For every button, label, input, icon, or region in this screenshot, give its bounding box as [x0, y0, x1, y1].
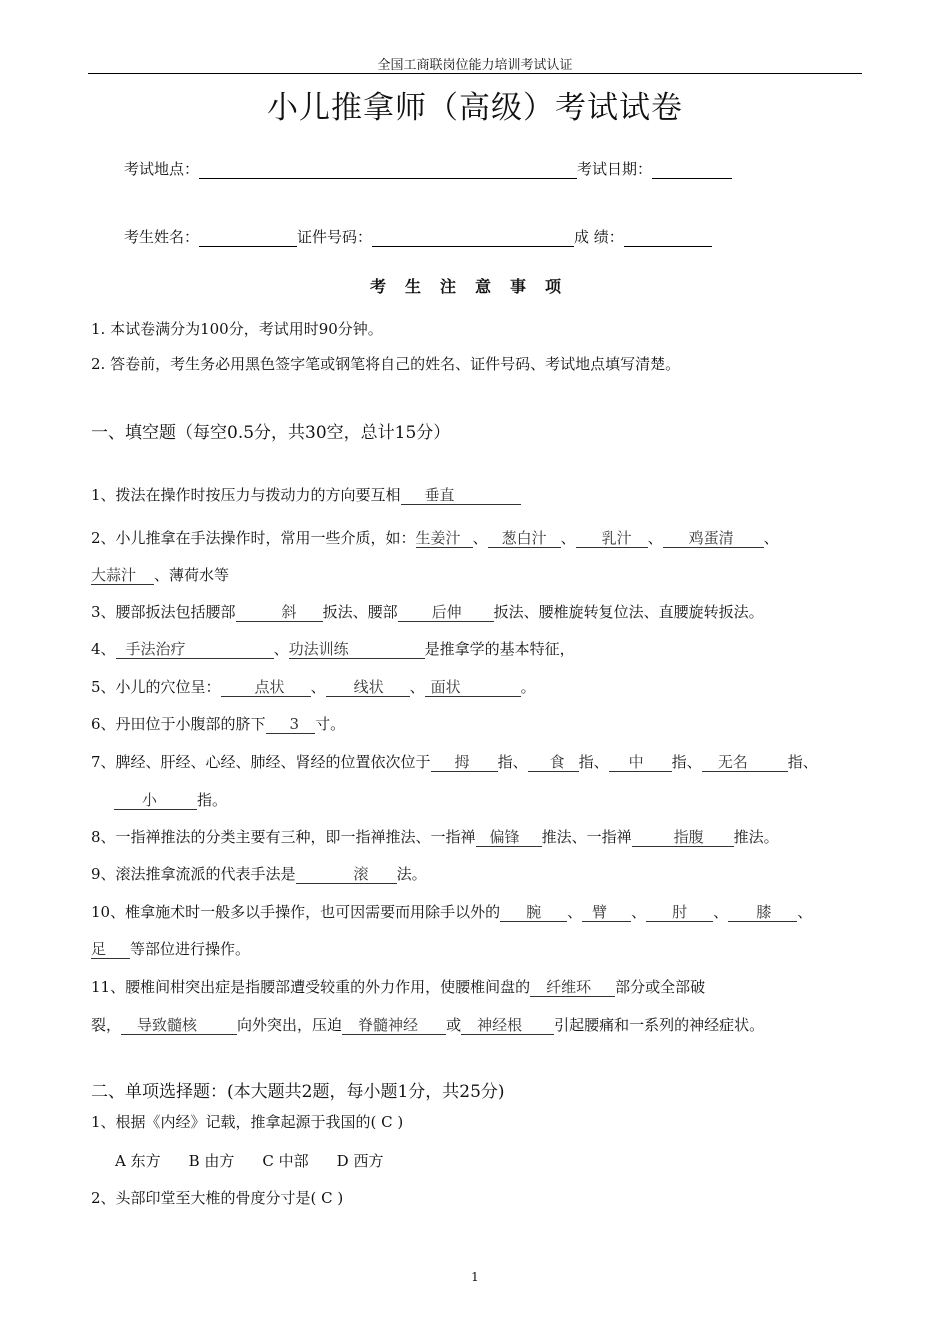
- answer: 指腹: [632, 828, 734, 847]
- header-org: 全国工商联岗位能力培训考试认证: [377, 58, 573, 73]
- option-a[interactable]: A 东方: [115, 1152, 161, 1170]
- section2-heading: 二、单项选择题：(本大题共2题，每小题1分，共25分): [91, 1082, 505, 1102]
- answer: 臂: [582, 903, 631, 922]
- answer: 腕: [500, 903, 567, 922]
- question-1: 1、拨法在操作时按压力与拨动力的方向要互相 垂直: [91, 484, 521, 505]
- mc-question-2: 2、头部印堂至大椎的骨度分寸是( C ): [91, 1189, 344, 1207]
- question-4: 4、 手法治疗 、功法训练 是推拿学的基本特征，: [91, 640, 575, 658]
- id-field[interactable]: [372, 228, 574, 247]
- section1-heading: 一、填空题（每空0.5分，共30空，总计15分）: [91, 423, 451, 443]
- question-5: 5、小儿的穴位呈： 点状 、 线状 、 面状 。: [91, 678, 536, 696]
- answer: 神经根: [461, 1016, 554, 1035]
- answer: 食: [528, 753, 579, 772]
- answer: 点状: [221, 678, 311, 697]
- answer: 滚: [296, 865, 397, 884]
- location-label: 考试地点：: [124, 160, 200, 178]
- answer: 无名: [702, 753, 788, 772]
- date-label: 考试日期：: [577, 160, 653, 178]
- page-title: 小儿推拿师（高级）考试试卷: [267, 90, 683, 126]
- mc-question-1: 1、根据《内经》记载，推拿起源于我国的( C ): [91, 1113, 404, 1131]
- answer: 导致髓核: [121, 1016, 237, 1035]
- id-label: 证件号码：: [297, 228, 373, 246]
- question-10-cont: 足 等部位进行操作。: [91, 940, 251, 958]
- location-field[interactable]: [199, 160, 577, 179]
- date-field[interactable]: [652, 160, 732, 179]
- candidate-row: [124, 226, 712, 247]
- answer: 大蒜汁: [91, 566, 154, 585]
- answer: 垂直: [401, 486, 521, 505]
- answer: 膝: [728, 903, 797, 922]
- notice-item-1: 1. 本试卷满分为100分，考试用时90分钟。: [91, 320, 383, 338]
- notice-item-2: 2. 答卷前，考生务必用黑色签字笔或钢笔将自己的姓名、证件号码、考试地点填写清楚。: [91, 355, 681, 373]
- answer: 3: [266, 715, 316, 734]
- answer: 手法治疗: [116, 640, 274, 659]
- question-11-cont: 裂， 导致髓核 向外突出，压迫 脊髓神经 或 神经根 引起腰痛和一系列的神经症状。: [91, 1016, 765, 1034]
- question-8: 8、一指禅推法的分类主要有三种，即一指禅推法、一指禅 偏锋 推法、一指禅 指腹 推法。: [91, 828, 779, 846]
- question-7-cont: 小 指。: [114, 789, 227, 810]
- option-d[interactable]: D 西方: [336, 1152, 384, 1170]
- name-field[interactable]: [199, 228, 297, 247]
- answer: 偏锋: [476, 828, 542, 847]
- question-2: 2、小儿推拿在手法操作时，常用一些介质，如：生姜汁 、 葱白汁 、 乳汁 、 鸡蛋清 、: [91, 529, 779, 547]
- answer: 面状: [425, 678, 521, 697]
- answer: 足: [91, 940, 130, 959]
- question-11: 11、腰椎间柑突出症是指腰部遭受较重的外力作用，使腰椎间盘的 纤维环 部分或全部破: [91, 978, 706, 996]
- question-7: 7、脾经、肝经、心经、肺经、肾经的位置依次位于 拇 指、 食 指、 中 指、 无名 指、: [91, 753, 818, 771]
- answer: 葱白汁: [488, 529, 561, 548]
- header-rule: [88, 73, 862, 74]
- question-6: 6、丹田位于小腹部的脐下 3 寸。: [91, 715, 346, 733]
- mc-options-1: [115, 1150, 383, 1171]
- name-label: 考生姓名：: [124, 228, 200, 246]
- score-field[interactable]: [624, 228, 712, 247]
- answer: 生姜汁: [416, 529, 473, 548]
- answer: 中: [609, 753, 672, 772]
- answer: 线状: [326, 678, 410, 697]
- question-10: 10、椎拿施术时一般多以手操作，也可因需要而用除手以外的 腕 、 臂 、 肘 、 膝 、: [91, 903, 813, 921]
- notice-heading: 考生注意事项: [369, 277, 580, 296]
- answer: 后伸: [398, 603, 494, 622]
- answer: 斜: [236, 603, 323, 622]
- page-number: 1: [471, 1270, 479, 1284]
- question-9: 9、滚法推拿流派的代表手法是 滚 法。: [91, 865, 427, 883]
- answer: 功法训练: [289, 640, 425, 659]
- answer: 乳汁: [576, 529, 648, 548]
- option-b[interactable]: B 由方: [188, 1152, 235, 1170]
- answer: 拇: [431, 753, 498, 772]
- answer: 小: [114, 791, 197, 810]
- answer: 纤维环: [530, 978, 615, 997]
- answer: 脊髓神经: [342, 1016, 446, 1035]
- answer: 鸡蛋清: [663, 529, 764, 548]
- option-c[interactable]: C 中部: [262, 1152, 309, 1170]
- answer: 肘: [646, 903, 713, 922]
- location-row: [124, 158, 732, 179]
- question-2-cont: 大蒜汁 、薄荷水等: [91, 566, 230, 584]
- question-3: 3、腰部扳法包括腰部 斜 扳法、腰部 后伸 扳法、腰椎旋转复位法、直腰旋转扳法。: [91, 603, 764, 621]
- score-label: 成 绩：: [574, 228, 624, 246]
